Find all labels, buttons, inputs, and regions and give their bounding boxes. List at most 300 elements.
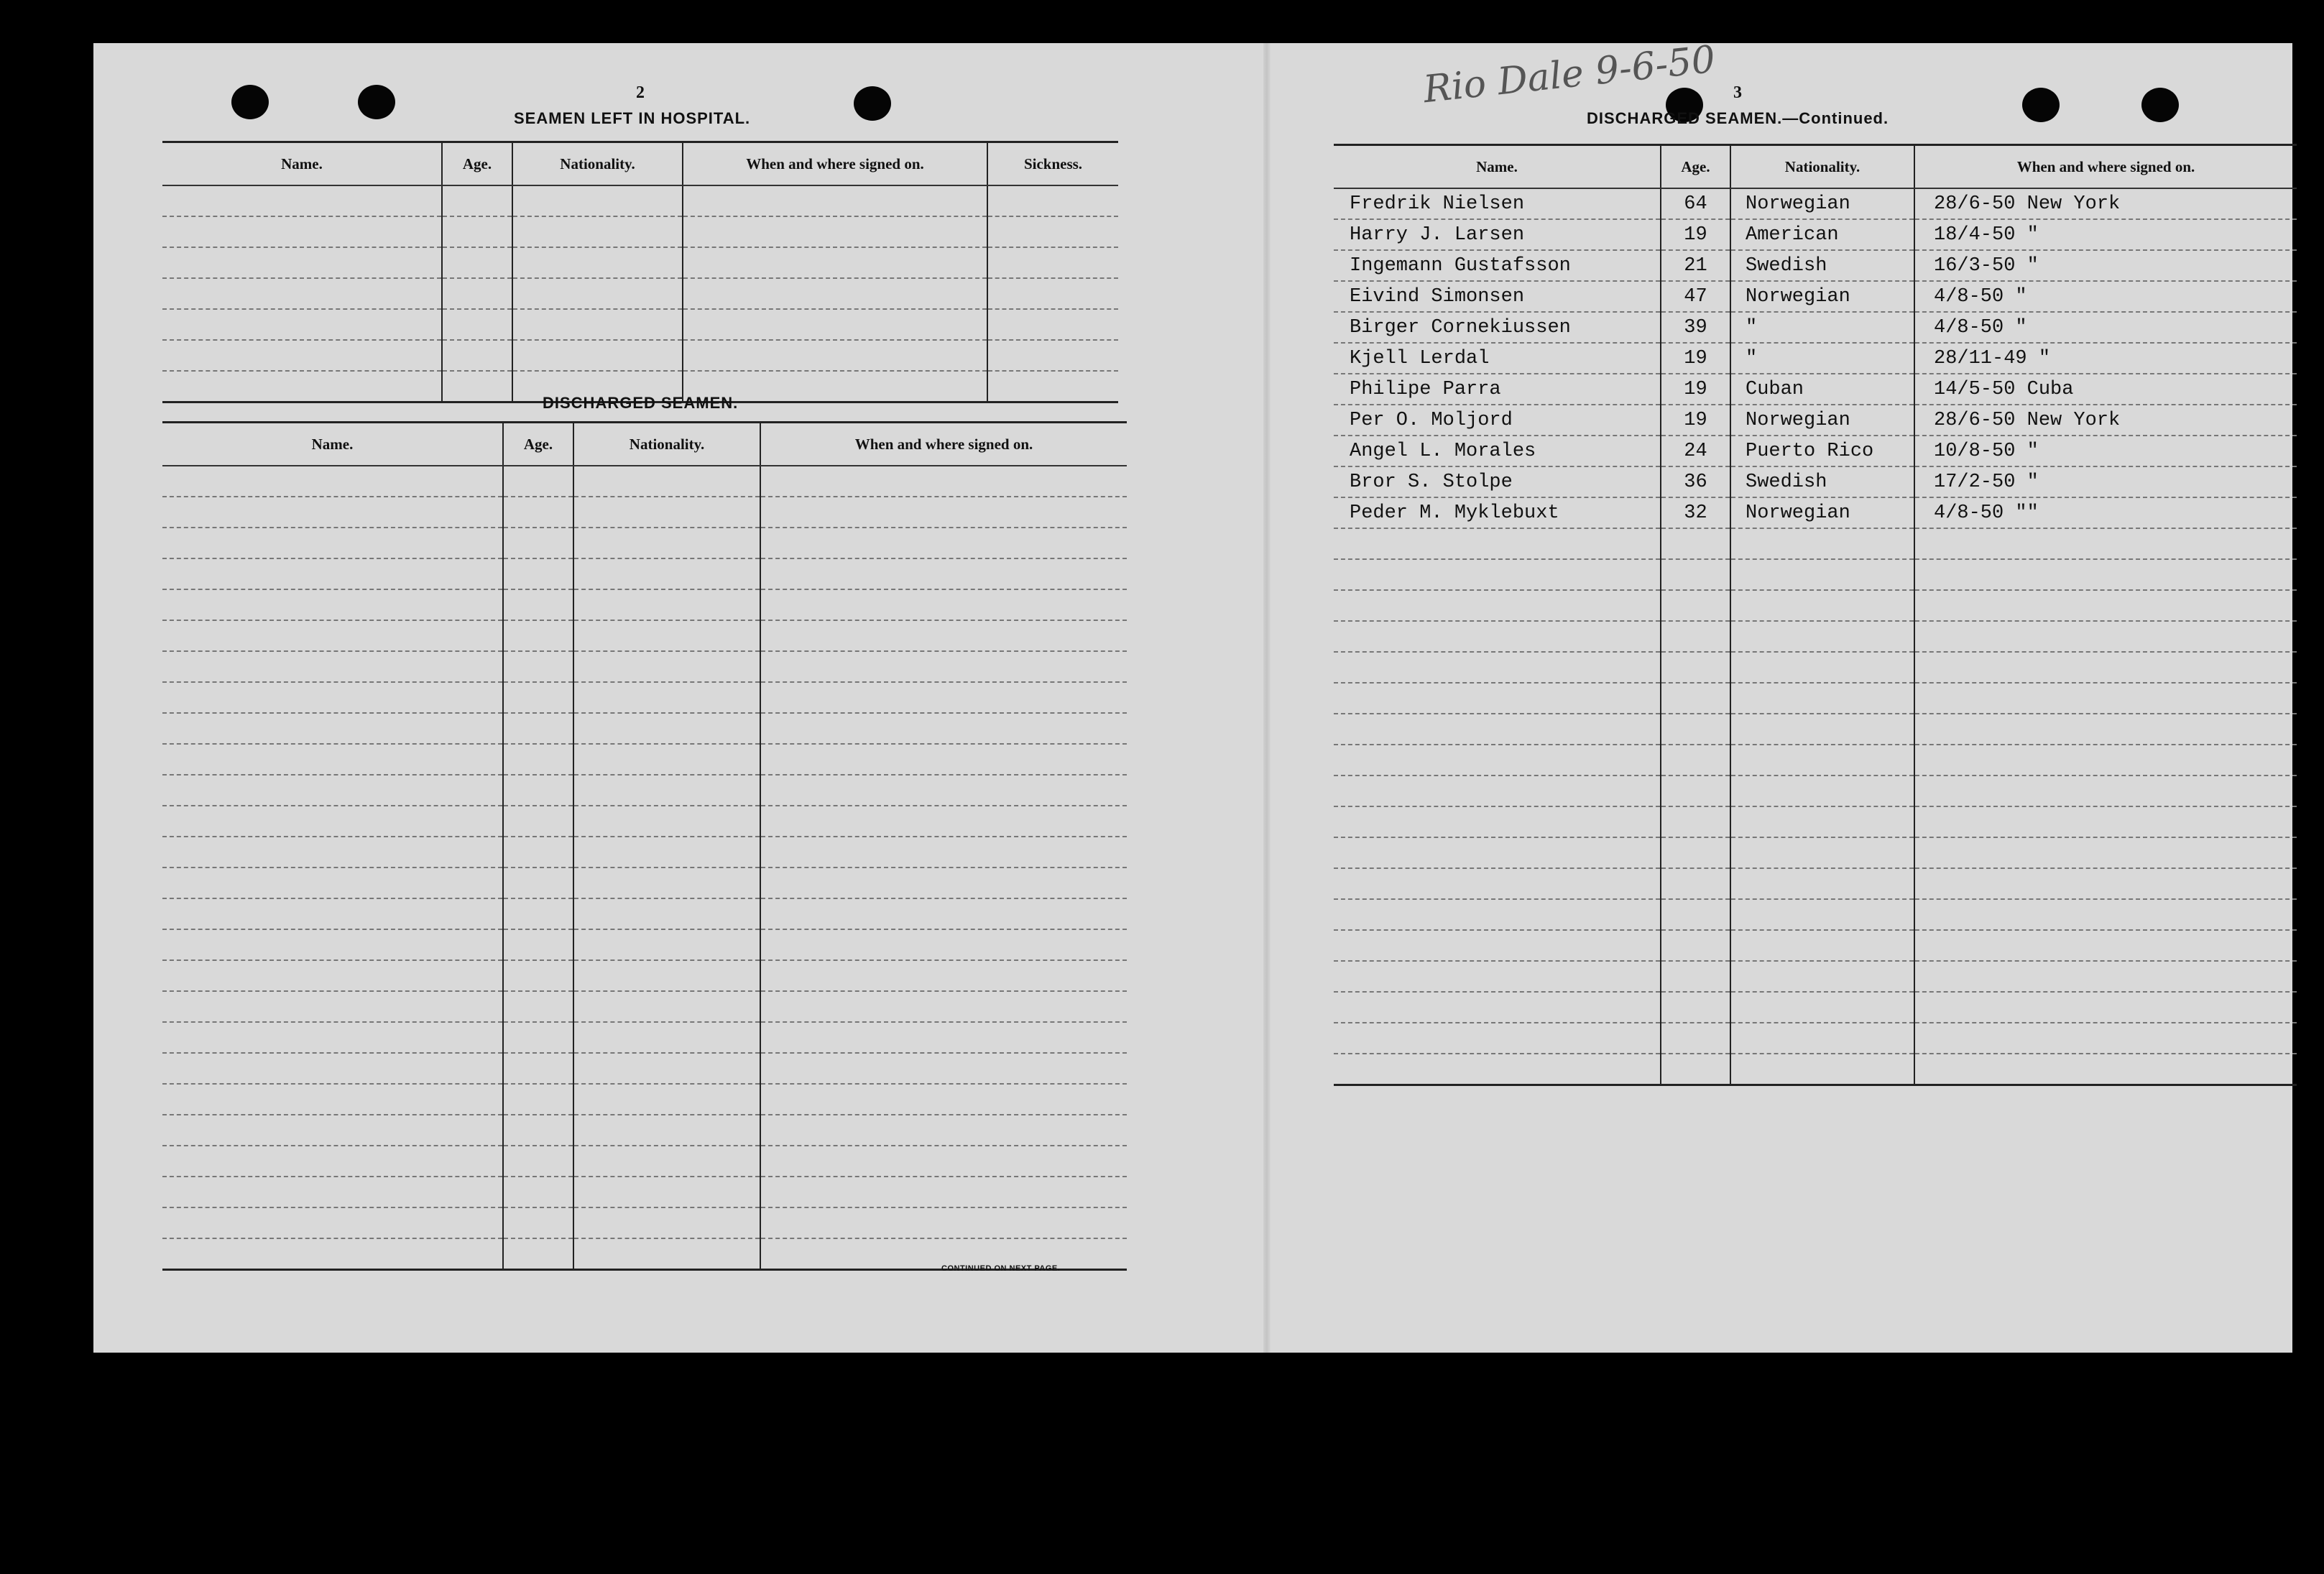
blank-cell [503, 528, 573, 558]
col-header-nationality: Nationality. [512, 142, 683, 186]
blank-cell [503, 867, 573, 898]
blank-row [162, 929, 1127, 960]
seaman-row [1334, 219, 2297, 250]
blank-cell [573, 1177, 760, 1207]
blank-cell [573, 497, 760, 528]
blank-cell [1334, 1054, 1661, 1085]
blank-cell [162, 991, 503, 1022]
left-page-number: 2 [636, 83, 645, 102]
blank-cell [162, 682, 503, 713]
discharged-section-title: DISCHARGED SEAMEN. [543, 394, 739, 412]
blank-cell [683, 340, 987, 371]
seaman-age: 36 [1661, 466, 1730, 497]
blank-cell [1334, 559, 1661, 590]
seaman-signed-on: 28/6-50 New York [1914, 405, 2297, 436]
blank-cell [1661, 652, 1730, 683]
blank-cell [760, 898, 1127, 929]
blank-cell [573, 589, 760, 620]
blank-cell [760, 960, 1127, 991]
blank-cell [987, 340, 1118, 371]
blank-row [1334, 559, 2297, 590]
blank-cell [1730, 899, 1914, 930]
blank-cell [162, 340, 442, 371]
seaman-row [1334, 312, 2297, 343]
blank-cell [162, 867, 503, 898]
blank-cell [162, 371, 442, 402]
blank-row [1334, 714, 2297, 745]
seaman-name: Angel L. Morales [1334, 436, 1661, 466]
blank-cell [162, 589, 503, 620]
col-header-name: Name. [162, 423, 503, 466]
blank-cell [1730, 621, 1914, 652]
col-header-nationality: Nationality. [573, 423, 760, 466]
blank-cell [1914, 714, 2297, 745]
blank-row [162, 1146, 1127, 1177]
blank-cell [1334, 714, 1661, 745]
blank-row [1334, 1023, 2297, 1054]
blank-cell [512, 340, 683, 371]
blank-cell [1914, 992, 2297, 1023]
blank-cell [573, 744, 760, 775]
hospital-section-title: SEAMEN LEFT IN HOSPITAL. [514, 109, 751, 127]
blank-row [1334, 683, 2297, 714]
blank-cell [503, 1022, 573, 1053]
seaman-signed-on: 10/8-50 " [1914, 436, 2297, 466]
blank-cell [1661, 1054, 1730, 1085]
blank-cell [442, 216, 512, 247]
seaman-nationality: Swedish [1730, 466, 1914, 497]
seaman-nationality: Norwegian [1730, 188, 1914, 219]
blank-cell [760, 991, 1127, 1022]
blank-cell [442, 371, 512, 402]
seaman-signed-on: 28/6-50 New York [1914, 188, 2297, 219]
blank-cell [162, 1084, 503, 1115]
blank-cell [1914, 868, 2297, 899]
blank-cell [1334, 683, 1661, 714]
blank-cell [760, 837, 1127, 867]
blank-cell [1661, 590, 1730, 621]
blank-cell [503, 929, 573, 960]
blank-cell [1334, 992, 1661, 1023]
blank-cell [573, 898, 760, 929]
seaman-row [1334, 497, 2297, 528]
blank-cell [503, 898, 573, 929]
blank-cell [442, 340, 512, 371]
blank-row [1334, 590, 2297, 621]
blank-cell [573, 1084, 760, 1115]
blank-cell [760, 651, 1127, 682]
blank-cell [573, 991, 760, 1022]
blank-cell [1914, 806, 2297, 837]
blank-cell [503, 775, 573, 806]
blank-cell [1730, 745, 1914, 776]
right-page [1271, 37, 2292, 1353]
blank-cell [503, 1084, 573, 1115]
blank-cell [503, 497, 573, 528]
blank-cell [1334, 745, 1661, 776]
blank-row [162, 466, 1127, 497]
blank-cell [573, 713, 760, 744]
blank-cell [1661, 806, 1730, 837]
blank-row [162, 775, 1127, 806]
blank-cell [162, 216, 442, 247]
blank-row [1334, 745, 2297, 776]
blank-cell [1661, 961, 1730, 992]
seaman-name: Bror S. Stolpe [1334, 466, 1661, 497]
blank-cell [162, 558, 503, 589]
blank-cell [512, 216, 683, 247]
blank-cell [1914, 1023, 2297, 1054]
blank-cell [683, 216, 987, 247]
blank-cell [1334, 776, 1661, 806]
blank-cell [1661, 930, 1730, 961]
blank-cell [162, 651, 503, 682]
blank-cell [760, 1022, 1127, 1053]
blank-cell [162, 1177, 503, 1207]
blank-cell [1334, 652, 1661, 683]
col-header-signed-on: When and where signed on. [683, 142, 987, 186]
seaman-row [1334, 188, 2297, 219]
col-header-age: Age. [442, 142, 512, 186]
blank-cell [573, 466, 760, 497]
seaman-age: 19 [1661, 343, 1730, 374]
blank-row [162, 309, 1118, 340]
blank-cell [1914, 930, 2297, 961]
blank-cell [162, 1238, 503, 1270]
seaman-name: Ingemann Gustafsson [1334, 250, 1661, 281]
hospital-table-body [162, 185, 1118, 402]
blank-cell [162, 466, 503, 497]
blank-cell [503, 620, 573, 651]
blank-cell [512, 278, 683, 309]
blank-cell [987, 247, 1118, 278]
blank-cell [760, 775, 1127, 806]
blank-cell [683, 247, 987, 278]
blank-cell [1334, 899, 1661, 930]
right-discharged-table [1334, 144, 2297, 1086]
blank-cell [573, 1146, 760, 1177]
blank-cell [162, 185, 442, 216]
seaman-age: 39 [1661, 312, 1730, 343]
blank-cell [442, 247, 512, 278]
seaman-name: Kjell Lerdal [1334, 343, 1661, 374]
blank-cell [1730, 683, 1914, 714]
blank-cell [1334, 621, 1661, 652]
blank-cell [503, 1177, 573, 1207]
seaman-age: 19 [1661, 374, 1730, 405]
seaman-name: Harry J. Larsen [1334, 219, 1661, 250]
blank-row [162, 216, 1118, 247]
blank-cell [760, 1053, 1127, 1084]
blank-cell [162, 1115, 503, 1146]
blank-cell [1730, 652, 1914, 683]
seaman-signed-on: 4/8-50 "" [1914, 497, 2297, 528]
blank-cell [1661, 868, 1730, 899]
blank-cell [1730, 590, 1914, 621]
blank-cell [1914, 837, 2297, 868]
seaman-signed-on: 4/8-50 " [1914, 281, 2297, 312]
blank-cell [503, 806, 573, 837]
blank-row [162, 744, 1127, 775]
blank-cell [683, 278, 987, 309]
blank-cell [1661, 992, 1730, 1023]
blank-cell [503, 466, 573, 497]
left-discharged-table-body [162, 466, 1127, 1270]
blank-row [162, 1084, 1127, 1115]
blank-cell [1730, 992, 1914, 1023]
blank-cell [1914, 621, 2297, 652]
blank-cell [162, 806, 503, 837]
blank-cell [760, 1146, 1127, 1177]
blank-cell [162, 1146, 503, 1177]
blank-cell [162, 1022, 503, 1053]
blank-row [1334, 776, 2297, 806]
blank-cell [573, 960, 760, 991]
blank-cell [503, 1053, 573, 1084]
blank-cell [760, 929, 1127, 960]
blank-cell [162, 309, 442, 340]
blank-row [1334, 652, 2297, 683]
blank-cell [1334, 528, 1661, 559]
blank-cell [512, 185, 683, 216]
blank-cell [1914, 652, 2297, 683]
seaman-age: 24 [1661, 436, 1730, 466]
blank-cell [1914, 559, 2297, 590]
blank-cell [760, 620, 1127, 651]
blank-cell [1730, 930, 1914, 961]
blank-cell [573, 1053, 760, 1084]
blank-cell [1661, 714, 1730, 745]
seaman-signed-on: 4/8-50 " [1914, 312, 2297, 343]
continued-note: CONTINUED ON NEXT PAGE. [941, 1264, 1061, 1273]
blank-cell [1334, 1023, 1661, 1054]
seaman-age: 19 [1661, 219, 1730, 250]
blank-row [162, 1177, 1127, 1207]
blank-cell [1661, 528, 1730, 559]
blank-cell [503, 991, 573, 1022]
seaman-signed-on: 14/5-50 Cuba [1914, 374, 2297, 405]
blank-cell [1914, 683, 2297, 714]
blank-cell [1334, 590, 1661, 621]
seaman-name: Per O. Moljord [1334, 405, 1661, 436]
blank-cell [760, 466, 1127, 497]
blank-row [162, 898, 1127, 929]
blank-cell [1730, 837, 1914, 868]
blank-row [162, 558, 1127, 589]
blank-cell [1661, 745, 1730, 776]
seaman-age: 19 [1661, 405, 1730, 436]
blank-row [162, 682, 1127, 713]
right-page-number: 3 [1733, 83, 1742, 102]
blank-cell [683, 185, 987, 216]
blank-cell [573, 1238, 760, 1270]
blank-row [162, 185, 1118, 216]
blank-row [162, 620, 1127, 651]
blank-cell [760, 1084, 1127, 1115]
seaman-row [1334, 374, 2297, 405]
blank-cell [1730, 1023, 1914, 1054]
blank-cell [1914, 590, 2297, 621]
blank-cell [573, 1207, 760, 1238]
seaman-nationality: Swedish [1730, 250, 1914, 281]
blank-cell [162, 528, 503, 558]
seaman-age: 32 [1661, 497, 1730, 528]
blank-cell [162, 960, 503, 991]
blank-row [162, 497, 1127, 528]
seaman-nationality: Norwegian [1730, 281, 1914, 312]
seaman-nationality: American [1730, 219, 1914, 250]
blank-row [162, 589, 1127, 620]
seaman-name: Eivind Simonsen [1334, 281, 1661, 312]
blank-cell [760, 528, 1127, 558]
blank-row [162, 991, 1127, 1022]
blank-row [1334, 528, 2297, 559]
col-header-signed-on: When and where signed on. [1914, 145, 2297, 189]
blank-cell [573, 528, 760, 558]
blank-row [162, 247, 1118, 278]
blank-row [162, 528, 1127, 558]
blank-row [1334, 868, 2297, 899]
seaman-row [1334, 343, 2297, 374]
blank-cell [503, 1115, 573, 1146]
blank-cell [1334, 868, 1661, 899]
blank-cell [987, 185, 1118, 216]
blank-cell [1661, 683, 1730, 714]
blank-cell [1914, 899, 2297, 930]
blank-row [162, 1115, 1127, 1146]
blank-cell [573, 867, 760, 898]
blank-cell [573, 806, 760, 837]
blank-cell [760, 806, 1127, 837]
seaman-name: Fredrik Nielsen [1334, 188, 1661, 219]
blank-cell [503, 682, 573, 713]
blank-cell [503, 1238, 573, 1270]
seaman-signed-on: 16/3-50 " [1914, 250, 2297, 281]
blank-cell [162, 929, 503, 960]
blank-cell [1661, 621, 1730, 652]
blank-cell [1661, 899, 1730, 930]
blank-cell [1661, 1023, 1730, 1054]
blank-cell [573, 620, 760, 651]
seaman-age: 21 [1661, 250, 1730, 281]
blank-row [1334, 1054, 2297, 1085]
blank-cell [573, 1022, 760, 1053]
blank-cell [503, 713, 573, 744]
blank-cell [760, 497, 1127, 528]
blank-row [162, 340, 1118, 371]
blank-row [162, 960, 1127, 991]
blank-cell [1661, 559, 1730, 590]
blank-cell [1914, 1054, 2297, 1085]
blank-cell [1914, 961, 2297, 992]
blank-cell [1730, 776, 1914, 806]
blank-cell [760, 713, 1127, 744]
seaman-age: 47 [1661, 281, 1730, 312]
blank-cell [987, 309, 1118, 340]
blank-cell [573, 651, 760, 682]
blank-cell [1730, 714, 1914, 745]
blank-cell [503, 1146, 573, 1177]
blank-row [162, 1053, 1127, 1084]
blank-cell [503, 651, 573, 682]
blank-cell [1730, 559, 1914, 590]
blank-cell [760, 1115, 1127, 1146]
seaman-signed-on: 18/4-50 " [1914, 219, 2297, 250]
blank-cell [573, 558, 760, 589]
blank-cell [162, 1053, 503, 1084]
blank-cell [1730, 1054, 1914, 1085]
col-header-name: Name. [1334, 145, 1661, 189]
blank-row [1334, 806, 2297, 837]
seaman-nationality: Norwegian [1730, 405, 1914, 436]
blank-row [1334, 992, 2297, 1023]
blank-row [1334, 961, 2297, 992]
blank-row [162, 651, 1127, 682]
blank-cell [442, 185, 512, 216]
blank-cell [162, 247, 442, 278]
blank-row [162, 867, 1127, 898]
blank-cell [162, 744, 503, 775]
blank-cell [162, 497, 503, 528]
blank-cell [1914, 528, 2297, 559]
blank-cell [162, 278, 442, 309]
right-section-title: DISCHARGED SEAMEN.—Continued. [1587, 109, 1889, 127]
blank-cell [760, 682, 1127, 713]
blank-cell [162, 713, 503, 744]
blank-cell [760, 867, 1127, 898]
col-header-name: Name. [162, 142, 442, 186]
blank-cell [573, 929, 760, 960]
seaman-row [1334, 250, 2297, 281]
left-page [93, 43, 1263, 1353]
seaman-row [1334, 281, 2297, 312]
blank-row [162, 278, 1118, 309]
col-header-age: Age. [503, 423, 573, 466]
blank-row [1334, 621, 2297, 652]
blank-cell [1914, 745, 2297, 776]
blank-cell [162, 1207, 503, 1238]
seaman-nationality: Norwegian [1730, 497, 1914, 528]
seaman-nationality: " [1730, 312, 1914, 343]
blank-cell [1334, 837, 1661, 868]
left-discharged-table [162, 421, 1127, 1271]
blank-cell [162, 898, 503, 929]
blank-cell [503, 1207, 573, 1238]
blank-cell [760, 1207, 1127, 1238]
blank-cell [442, 309, 512, 340]
blank-row [162, 806, 1127, 837]
seaman-row [1334, 405, 2297, 436]
seaman-signed-on: 17/2-50 " [1914, 466, 2297, 497]
blank-cell [573, 837, 760, 867]
col-header-age: Age. [1661, 145, 1730, 189]
blank-cell [1334, 930, 1661, 961]
blank-cell [1730, 528, 1914, 559]
blank-cell [503, 960, 573, 991]
manifest-sheet [93, 37, 2292, 1353]
blank-cell [162, 837, 503, 867]
seaman-name: Peder M. Myklebuxt [1334, 497, 1661, 528]
blank-cell [1730, 961, 1914, 992]
blank-cell [987, 216, 1118, 247]
blank-cell [1661, 837, 1730, 868]
blank-cell [1730, 806, 1914, 837]
blank-cell [573, 682, 760, 713]
blank-cell [442, 278, 512, 309]
blank-row [1334, 930, 2297, 961]
blank-row [1334, 899, 2297, 930]
blank-cell [1334, 806, 1661, 837]
